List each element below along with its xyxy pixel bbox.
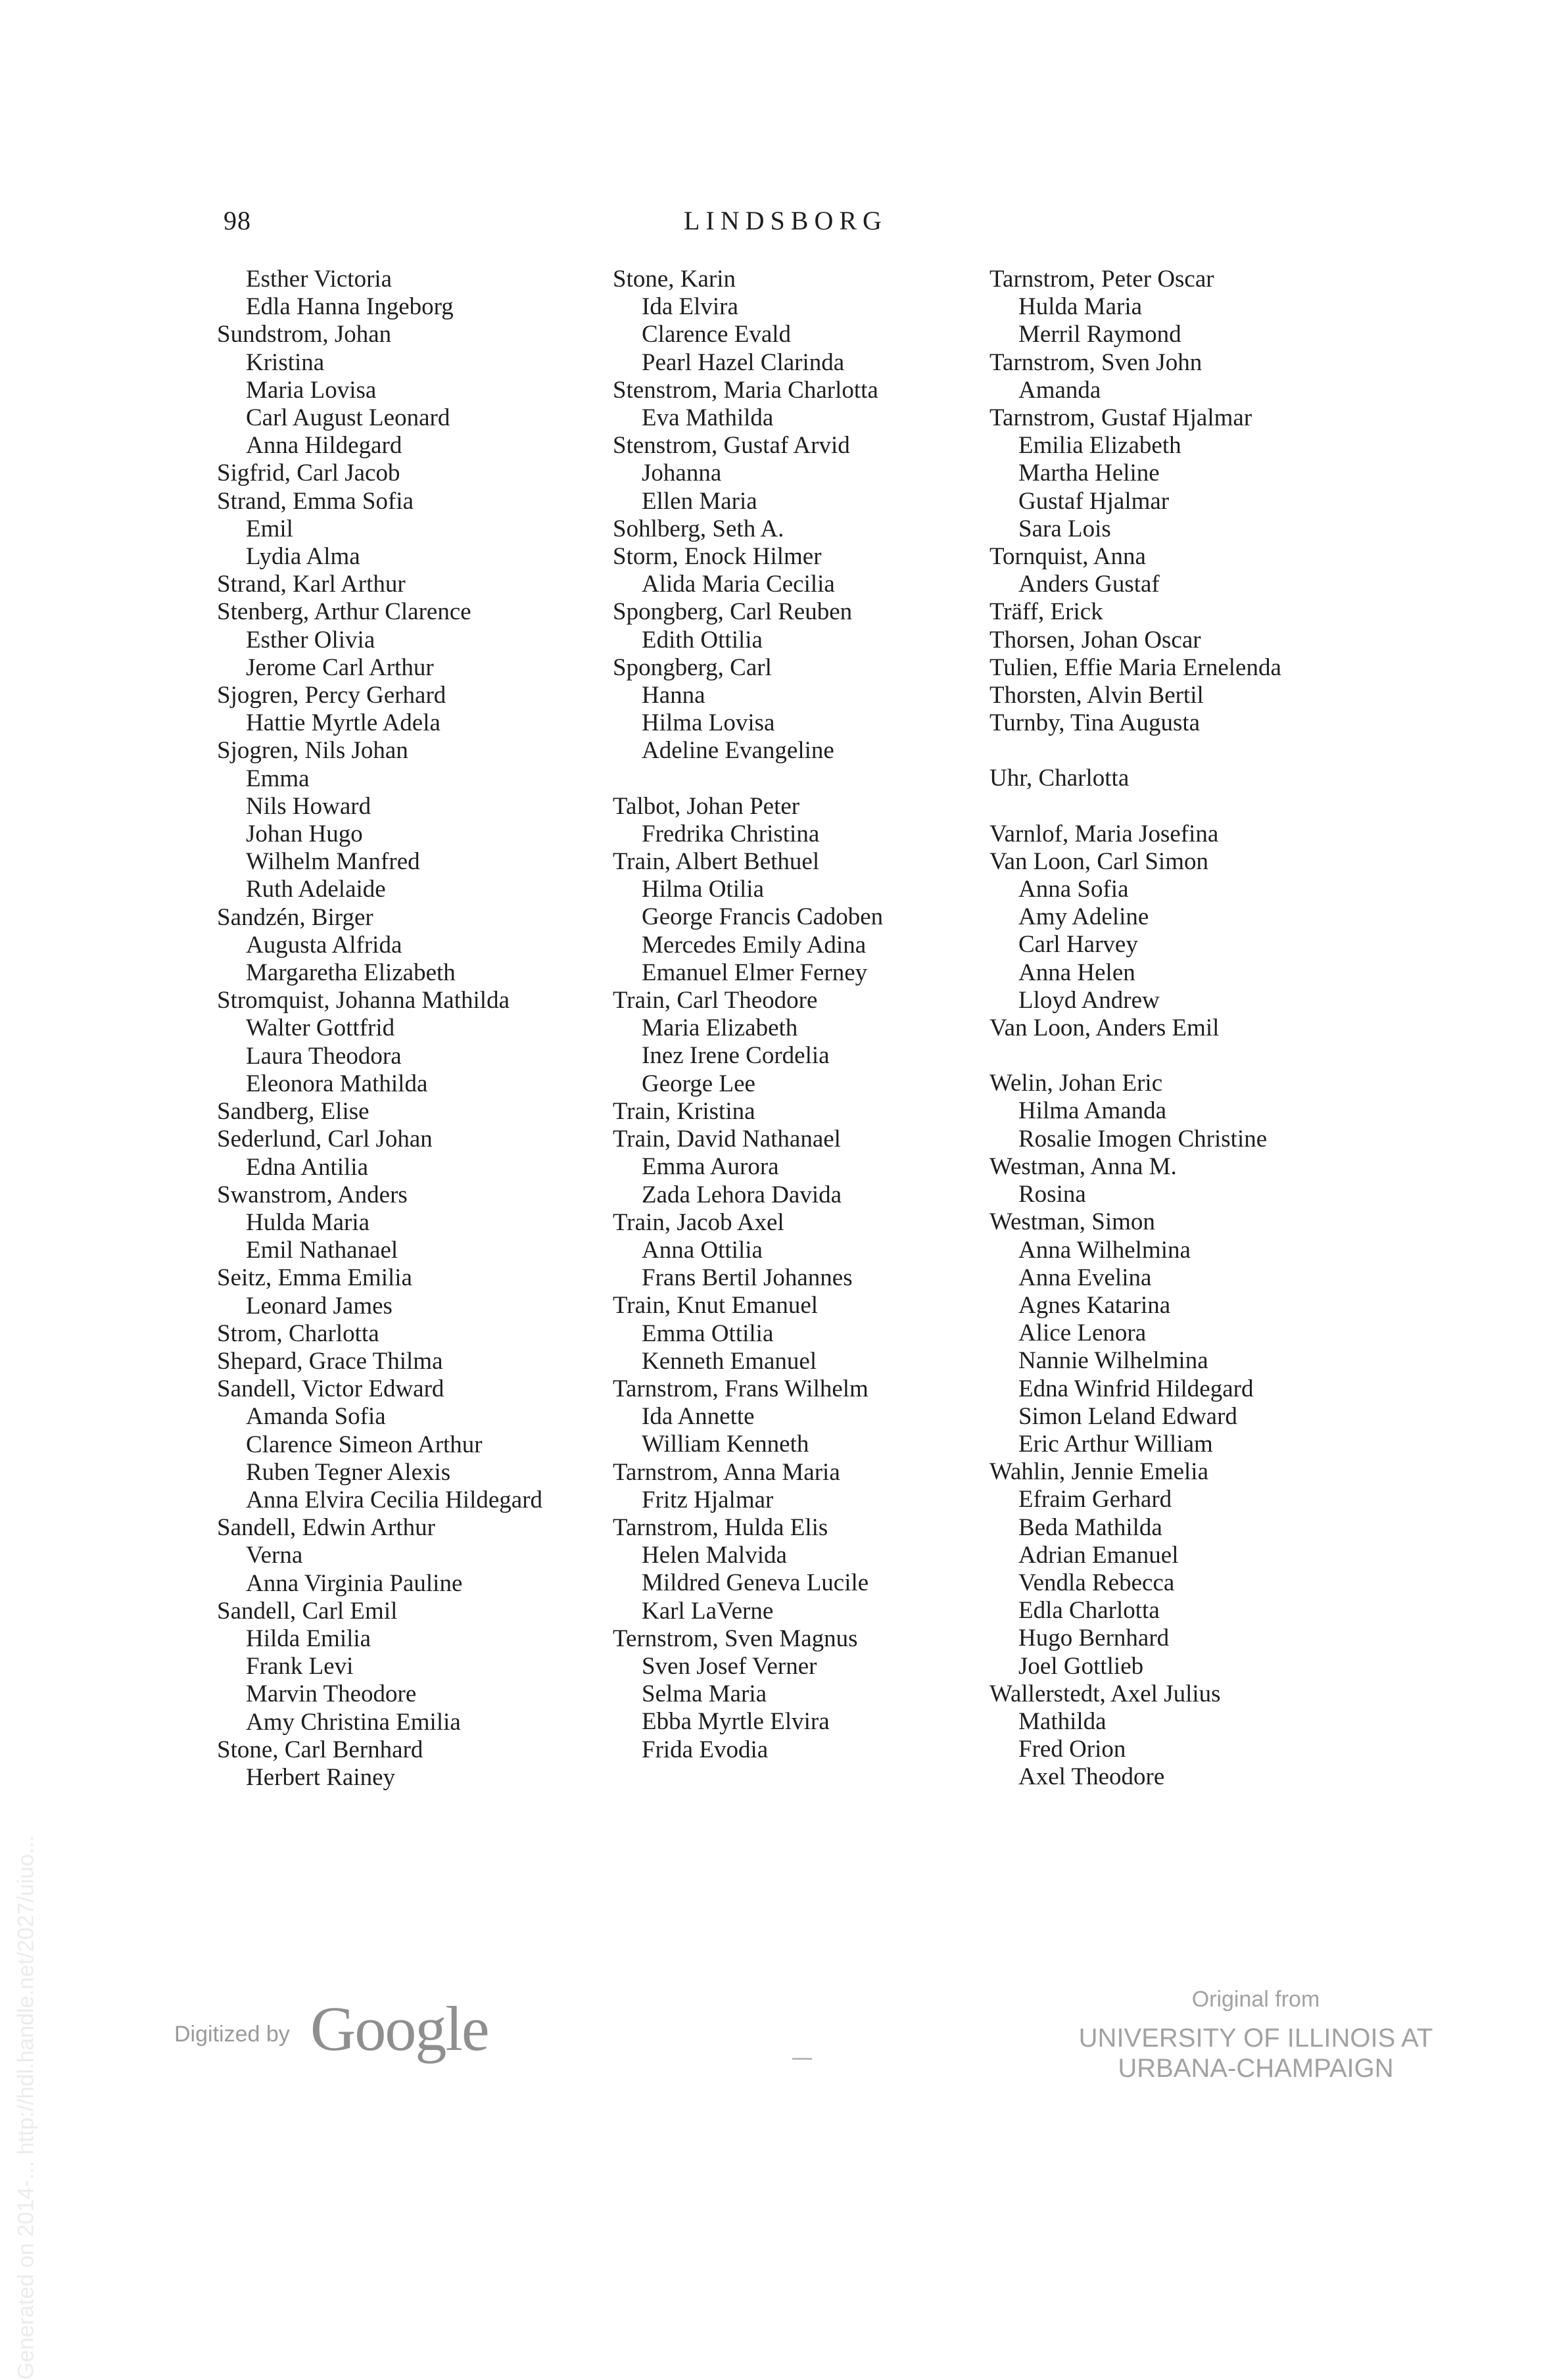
head-of-household-name: Tarnstrom, Anna Maria [613,1458,840,1486]
family-member-name: Mercedes Emily Adina [642,931,867,959]
family-member-name: Anders Gustaf [1018,571,1160,598]
head-of-household-name: Wahlin, Jennie Emelia [989,1458,1208,1486]
name-column-2 [613,266,994,1764]
family-member-name: Johanna [642,460,722,487]
family-member-name: Amanda [1018,376,1101,404]
family-member-name: Emma Ottilia [642,1320,774,1347]
family-member-name: Gustaf Hjalmar [1018,487,1170,515]
family-member-name: Fred Orion [1018,1736,1126,1763]
name-column-3 [989,266,1450,1792]
head-of-household-name: Tarnstrom, Hulda Elis [613,1513,828,1541]
family-member-name: Anna Ottilia [642,1236,763,1264]
family-member-name: Nils Howard [246,792,371,820]
family-member-name: Edith Ottilia [642,626,763,654]
family-member-name: Eric Arthur William [1018,1430,1213,1458]
family-member-name: Hanna [642,682,705,709]
family-member-name: George Lee [642,1070,755,1097]
family-member-name: Edla Hanna Ingeborg [246,293,454,321]
head-of-household-name: Thorsten, Alvin Bertil [989,682,1204,709]
family-member-name: Hulda Maria [1018,293,1143,321]
head-of-household-name: Train, Carl Theodore [613,987,818,1014]
head-of-household-name: Thorsen, Johan Oscar [989,626,1201,654]
family-member-name: Esther Olivia [246,626,375,654]
family-member-name: Laura Theodora [246,1042,402,1070]
head-of-household-name: Talbot, Johan Peter [613,792,800,820]
family-member-name: Marvin Theodore [246,1680,417,1708]
family-member-name: Simon Leland Edward [1018,1402,1237,1430]
head-of-household-name: Seitz, Emma Emilia [217,1264,412,1292]
family-member-name: Carl August Leonard [246,404,450,432]
family-member-name: Alida Maria Cecilia [642,571,835,598]
family-member-name: Augusta Alfrida [246,931,402,959]
family-member-name: Leonard James [246,1292,393,1320]
original-from-label: Original from [1191,1987,1320,2012]
head-of-household-name: Storm, Enock Hilmer [613,543,822,571]
head-of-household-name: Sandell, Victor Edward [217,1375,444,1403]
family-member-name: Ida Elvira [642,293,738,321]
head-of-household-name: Stone, Karin [613,266,736,293]
digitized-by-label: Digitized by [174,2022,290,2047]
family-member-name: Selma Maria [642,1680,767,1708]
family-member-name: Frida Evodia [642,1736,769,1763]
family-member-name: Anna Helen [1018,959,1135,986]
family-member-name: Hilma Lovisa [642,709,775,737]
family-member-name: Verna [246,1542,303,1569]
family-member-name: Hilma Amanda [1018,1097,1167,1125]
family-member-name: Carl Harvey [1018,931,1138,959]
family-member-name: Clarence Simeon Arthur [246,1431,483,1458]
family-member-name: Eva Mathilda [642,404,774,432]
head-of-household-name: Tornquist, Anna [989,543,1146,571]
family-member-name: Clarence Evald [642,321,792,348]
family-member-name: Esther Victoria [246,266,393,293]
family-member-name: Herbert Rainey [246,1763,396,1791]
institution-line-1: UNIVERSITY OF ILLINOIS AT [1078,2024,1433,2053]
head-of-household-name: Shepard, Grace Thilma [217,1347,443,1375]
google-logo: Google [310,1993,488,2064]
family-member-name: Fredrika Christina [642,820,820,847]
family-member-name: Emma Aurora [642,1153,779,1181]
family-member-name: Anna Hildegard [246,432,402,460]
institution-line-2: URBANA-CHAMPAIGN [1118,2054,1394,2083]
family-member-name: Inez Irene Cordelia [642,1042,830,1070]
head-of-household-name: Spongberg, Carl Reuben [613,598,853,626]
family-member-name: Efraim Gerhard [1018,1486,1172,1513]
family-member-name: Emma [246,765,310,792]
family-member-name: Nannie Wilhelmina [1018,1347,1208,1375]
head-of-household-name: Tarnstrom, Sven John [989,348,1202,376]
head-of-household-name: Varnlof, Maria Josefina [989,820,1219,847]
family-member-name: Amanda Sofia [246,1403,386,1431]
head-of-household-name: Stromquist, Johanna Mathilda [217,987,510,1014]
family-member-name: Agnes Katarina [1018,1291,1171,1319]
family-member-name: Anna Sofia [1018,876,1129,903]
head-of-household-name: Tarnstrom, Peter Oscar [989,266,1214,293]
family-member-name: Hugo Bernhard [1018,1625,1170,1652]
family-member-name: Johan Hugo [246,821,363,848]
head-of-household-name: Swanstrom, Anders [217,1181,408,1208]
family-member-name: Ruben Tegner Alexis [246,1458,451,1486]
head-of-household-name: Stenstrom, Gustaf Arvid [613,432,850,460]
head-of-household-name: Sandell, Edwin Arthur [217,1514,435,1542]
head-of-household-name: Stenberg, Arthur Clarence [217,598,471,626]
family-member-name: Mildred Geneva Lucile [642,1569,869,1597]
family-member-name: Hattie Myrtle Adela [246,709,440,737]
family-member-name: Joel Gottlieb [1018,1652,1144,1680]
family-member-name: Eleonora Mathilda [246,1070,428,1097]
head-of-household-name: Sederlund, Carl Johan [217,1126,433,1153]
family-member-name: Emilia Elizabeth [1018,432,1181,460]
page-number: 98 [224,206,251,235]
family-member-name: Anna Wilhelmina [1018,1236,1191,1264]
head-of-household-name: Sjogren, Nils Johan [217,737,408,765]
family-member-name: Ellen Maria [642,487,757,515]
family-member-name: Amy Christina Emilia [246,1708,461,1736]
family-member-name: Edla Charlotta [1018,1597,1160,1625]
family-member-name: Wilhelm Manfred [246,848,420,876]
family-member-name: Axel Theodore [1018,1763,1165,1791]
family-member-name: Jerome Carl Arthur [246,654,434,681]
family-member-name: George Francis Cadoben [642,903,884,931]
head-of-household-name: Westman, Anna M. [989,1153,1177,1180]
head-of-household-name: Westman, Simon [989,1208,1155,1236]
family-member-name: Adrian Emanuel [1018,1541,1179,1569]
head-of-household-name: Train, David Nathanael [613,1126,841,1153]
family-member-name: Ida Annette [642,1403,755,1431]
family-member-name: Frank Levi [246,1653,354,1680]
family-member-name: Martha Heline [1018,460,1160,487]
head-of-household-name: Träff, Erick [989,598,1103,626]
head-of-household-name: Welin, Johan Eric [989,1070,1163,1097]
head-of-household-name: Sandell, Carl Emil [217,1597,398,1625]
head-of-household-name: Ternstrom, Sven Magnus [613,1625,858,1652]
head-of-household-name: Sundstrom, Johan [217,321,392,348]
family-member-name: Kenneth Emanuel [642,1347,817,1375]
family-member-name: Maria Elizabeth [642,1014,798,1042]
running-head: LINDSBORG [684,206,888,235]
head-of-household-name: Tarnstrom, Gustaf Hjalmar [989,404,1252,432]
family-member-name: Sven Josef Verner [642,1652,817,1680]
family-member-name: Adeline Evangeline [642,737,834,765]
head-of-household-name: Sandberg, Elise [217,1098,369,1126]
family-member-name: Margaretha Elizabeth [246,959,456,987]
family-member-name: Pearl Hazel Clarinda [642,348,845,376]
head-of-household-name: Strand, Emma Sofia [217,487,414,515]
family-member-name: Emil [246,515,293,542]
family-member-name: William Kenneth [642,1431,809,1458]
head-of-household-name: Stone, Carl Bernhard [217,1736,423,1763]
family-member-name: Beda Mathilda [1018,1513,1162,1541]
family-member-name: Zada Lehora Davida [642,1181,842,1208]
head-of-household-name: Train, Knut Emanuel [613,1292,819,1320]
family-member-name: Hulda Maria [246,1208,370,1236]
head-of-household-name: Train, Kristina [613,1097,755,1125]
head-of-household-name: Strom, Charlotta [217,1320,379,1347]
head-of-household-name: Turnby, Tina Augusta [989,709,1201,737]
family-member-name: Merril Raymond [1018,321,1181,348]
family-member-name: Vendla Rebecca [1018,1569,1175,1596]
head-of-household-name: Sohlberg, Seth A. [613,515,784,542]
family-member-name: Helen Malvida [642,1542,787,1569]
family-member-name: Ebba Myrtle Elvira [642,1708,830,1736]
family-member-name: Lydia Alma [246,543,360,571]
family-member-name: Hilma Otilia [642,876,764,903]
family-member-name: Edna Antilia [246,1153,368,1181]
footer-dash [792,2058,812,2060]
family-member-name: Fritz Hjalmar [642,1486,774,1513]
family-member-name: Emanuel Elmer Ferney [642,959,868,986]
head-of-household-name: Sigfrid, Carl Jacob [217,460,400,487]
family-member-name: Lloyd Andrew [1018,986,1160,1014]
family-member-name: Alice Lenora [1018,1320,1147,1347]
family-member-name: Edna Winfrid Hildegard [1018,1375,1254,1402]
family-member-name: Sara Lois [1018,515,1111,542]
head-of-household-name: Tarnstrom, Frans Wilhelm [613,1375,869,1402]
head-of-household-name: Van Loon, Anders Emil [989,1014,1220,1042]
head-of-household-name: Wallerstedt, Axel Julius [989,1680,1221,1707]
family-member-name: Maria Lovisa [246,376,377,404]
head-of-household-name: Sjogren, Percy Gerhard [217,682,446,709]
name-column-1 [217,266,625,1792]
family-member-name: Mathilda [1018,1707,1107,1735]
head-of-household-name: Train, Albert Bethuel [613,848,820,876]
head-of-household-name: Van Loon, Carl Simon [989,847,1208,875]
family-member-name: Karl LaVerne [642,1597,774,1625]
head-of-household-name: Train, Jacob Axel [613,1208,784,1236]
head-of-household-name: Stenstrom, Maria Charlotta [613,376,878,404]
family-member-name: Frans Bertil Johannes [642,1264,853,1292]
head-of-household-name: Uhr, Charlotta [989,765,1130,792]
family-member-name: Anna Virginia Pauline [246,1569,463,1597]
head-of-household-name: Strand, Karl Arthur [217,571,406,598]
head-of-household-name: Sandzén, Birger [217,903,373,931]
family-member-name: Walter Gottfrid [246,1014,395,1042]
side-watermark: Generated on 2014-... http://hdl.handle.net/2027/uiuo... [13,1835,39,2380]
family-member-name: Kristina [246,348,325,376]
family-member-name: Amy Adeline [1018,903,1149,931]
family-member-name: Rosina [1018,1181,1086,1208]
family-member-name: Anna Elvira Cecilia Hildegard [246,1486,543,1513]
family-member-name: Anna Evelina [1018,1264,1152,1291]
family-member-name: Hilda Emilia [246,1625,371,1652]
head-of-household-name: Tulien, Effie Maria Ernelenda [989,654,1281,681]
head-of-household-name: Spongberg, Carl [613,654,772,681]
family-member-name: Rosalie Imogen Christine [1018,1125,1268,1153]
family-member-name: Emil Nathanael [246,1237,398,1264]
family-member-name: Ruth Adelaide [246,876,386,903]
